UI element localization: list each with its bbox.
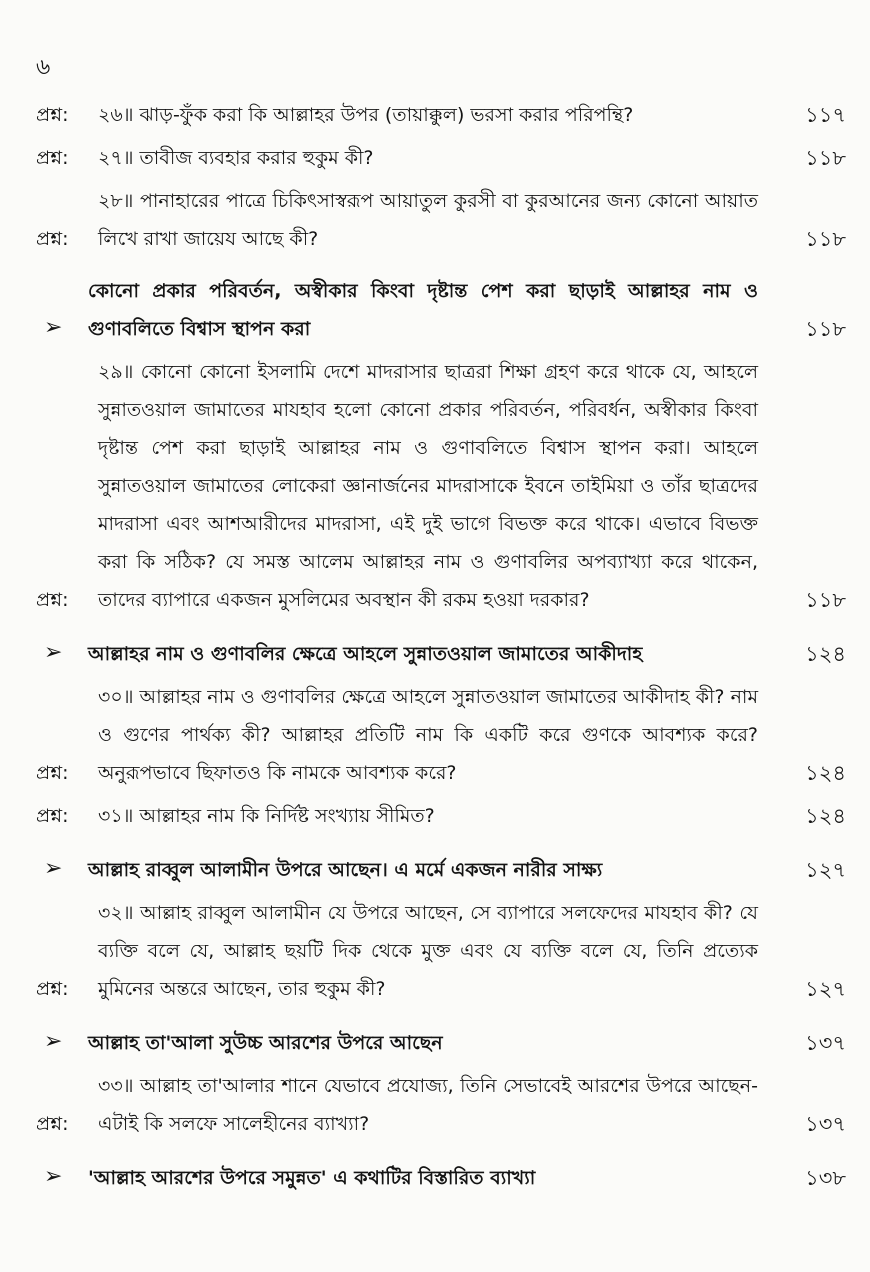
toc-entry-q26 xyxy=(36,96,846,134)
toc-entry-q30 xyxy=(36,678,846,792)
question-label: প্রশ্ন: xyxy=(36,228,69,250)
entry-text: ৩০॥ আল্লাহর নাম ও গুণাবলির ক্ষেত্রে আহলে সুন্নাতওয়াল জামাতের আকীদাহ কী? নাম ও গুণের পার্থক্য কী? আল্লাহর প্রতিটি নাম কি একটি করে গুণকে আবশ্যক করে? অনুরূপভাবে ছিফাতও কি নামকে আবশ্যক করে? xyxy=(98,686,758,784)
toc-section-aqidah xyxy=(36,633,846,673)
toc-entry-q32 xyxy=(36,894,846,1008)
entry-text: ৩৩॥ আল্লাহ তা'আলার শানে যেভাবে প্রযোজ্য, তিনি সেভাবেই আরশের উপরে আছেন- এটাই কি সলফে সালেহীনের ব্যাখ্যা? xyxy=(98,1075,758,1135)
entry-text: ৩২॥ আল্লাহ রাব্বুল আলামীন যে উপরে আছেন, সে ব্যাপারে সলফেদের মাযহাব কী? যে ব্যক্তি বলে যে, আল্লাহ ছয়টি দিক থেকে মুক্ত এবং যে ব্যক্তি বলে যে, তিনি প্রত্যেক মুমিনের অন্তরে আছেন, তার হুকুম কী? xyxy=(98,902,758,1000)
question-label: প্রশ্ন: xyxy=(36,978,69,1000)
toc-section-names-attributes-belief xyxy=(36,272,846,348)
question-label: প্রশ্ন: xyxy=(36,1113,69,1135)
section-heading-text: আল্লাহ রাব্বুল আলামীন উপরে আছেন। এ মর্মে একজন নারীর সাক্ষ্য xyxy=(88,859,603,881)
question-label: প্রশ্ন: xyxy=(36,762,69,784)
toc-entry-q33 xyxy=(36,1067,846,1143)
section-heading-text: আল্লাহর নাম ও গুণাবলির ক্ষেত্রে আহলে সুন্নাতওয়াল জামাতের আকীদাহ xyxy=(88,643,643,665)
entry-page-number: ১২৪ xyxy=(805,761,846,785)
section-heading-text: আল্লাহ তা'আলা সুউচ্চ আরশের উপরে আছেন xyxy=(88,1032,443,1054)
section-heading-text: 'আল্লাহ আরশের উপরে সমুন্নত' এ কথাটির বিস্তারিত ব্যাখ্যা xyxy=(88,1167,536,1189)
section-heading-text: কোনো প্রকার পরিবর্তন, অস্বীকার কিংবা দৃষ্টান্ত পেশ করা ছাড়াই আল্লাহর নাম ও গুণাবলিতে বিশ্বাস স্থাপন করা xyxy=(88,280,758,340)
entry-page-number: ১১৮ xyxy=(805,146,846,170)
toc-entry-q31 xyxy=(36,797,846,835)
arrow-bullet-icon: ➢ xyxy=(44,1164,63,1189)
entry-page-number: ১১৮ xyxy=(805,317,846,341)
entry-page-number: ১২৪ xyxy=(805,804,846,828)
question-label: প্রশ্ন: xyxy=(36,147,69,169)
entry-page-number: ১২৪ xyxy=(805,642,846,666)
toc-section-allah-above xyxy=(36,849,846,889)
toc-section-arsh xyxy=(36,1022,846,1062)
entry-page-number: ১১৭ xyxy=(805,103,846,127)
entry-text: ২৭॥ তাবীজ ব্যবহার করার হুকুম কী? xyxy=(98,147,374,169)
toc-entry-q28 xyxy=(36,182,846,258)
entry-text: ২৬॥ ঝাড়-ফুঁক করা কি আল্লাহর উপর (তায়াক্কুল) ভরসা করার পরিপন্থি? xyxy=(98,104,634,126)
page-number: ৬ xyxy=(36,55,51,80)
entry-text: ২৯॥ কোনো কোনো ইসলামি দেশে মাদরাসার ছাত্ররা শিক্ষা গ্রহণ করে থাকে যে, আহলে সুন্নাতওয়াল জামাতের মাযহাব হলো কোনো প্রকার পরিবর্তন, পরিবর্ধন, অস্বীকার কিংবা দৃষ্টান্ত পেশ করা ছাড়াই আল্লাহর নাম ও গুণাবলিতে বিশ্বাস স্থাপন করা। আহলে সুন্নাতওয়াল জামাতের লোকেরা জ্ঞানার্জনের মাদরাসাকে ইবনে তাইমিয়া ও তাঁর ছাত্রদের মাদরাসা এবং আশআরীদের মাদরাসা, এই দুই ভাগে বিভক্ত করে থাকে। এভাবে বিভক্ত করা কি সঠিক? যে সমস্ত আলেম আল্লাহর নাম ও গুণাবলির অপব্যাখ্যা করে থাকেন, তাদের ব্যাপারে একজন মুসলিমের অবস্থান কী রকম হওয়া দরকার? xyxy=(98,361,758,611)
entry-text: ২৮॥ পানাহারের পাত্রে চিকিৎসাস্বরূপ আয়াতুল কুরসী বা কুরআনের জন্য কোনো আয়াত লিখে রাখা জায়েয আছে কী? xyxy=(98,190,758,250)
entry-page-number: ১৩৭ xyxy=(805,1112,846,1136)
entry-page-number: ১২৭ xyxy=(805,858,846,882)
entry-page-number: ১৩৭ xyxy=(805,1031,846,1055)
arrow-bullet-icon: ➢ xyxy=(44,856,63,881)
arrow-bullet-icon: ➢ xyxy=(44,315,63,340)
question-label: প্রশ্ন: xyxy=(36,104,69,126)
entry-page-number: ১১৮ xyxy=(805,588,846,612)
toc-entry-q27 xyxy=(36,139,846,177)
arrow-bullet-icon: ➢ xyxy=(44,1029,63,1054)
question-label: প্রশ্ন: xyxy=(36,589,69,611)
arrow-bullet-icon: ➢ xyxy=(44,640,63,665)
entry-page-number: ১৩৮ xyxy=(805,1166,846,1190)
toc-section-exalted-explanation xyxy=(36,1157,846,1197)
table-of-contents xyxy=(36,96,846,1202)
entry-page-number: ১২৭ xyxy=(805,977,846,1001)
entry-page-number: ১১৮ xyxy=(805,227,846,251)
toc-entry-q29 xyxy=(36,353,846,619)
entry-text: ৩১॥ আল্লাহর নাম কি নির্দিষ্ট সংখ্যায় সীমিত? xyxy=(98,805,435,827)
question-label: প্রশ্ন: xyxy=(36,805,69,827)
